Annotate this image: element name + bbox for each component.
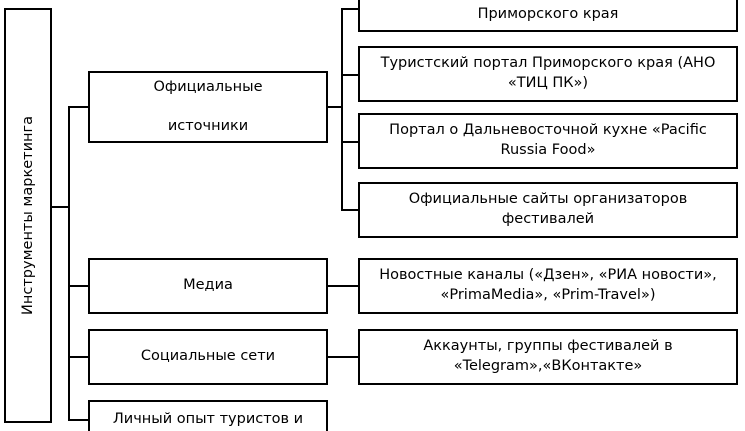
node-root-label: Инструменты маркетинга <box>19 116 36 315</box>
node-leaf-5-label: Новостные каналы («Дзен», «РИА новости», «PrimaMedia», «Prim-Travel») <box>379 267 717 303</box>
connector-leaf-4 <box>341 209 359 211</box>
connector-media-leaf <box>327 285 359 287</box>
connector-branch-official <box>68 106 90 108</box>
node-leaf-primorsky-krai <box>358 0 738 32</box>
node-category-official-line2: источники <box>167 117 249 134</box>
node-leaf-social-accounts <box>358 329 738 385</box>
node-category-media-label: Медиа <box>183 277 233 294</box>
node-leaf-tourist-portal <box>358 46 738 102</box>
node-category-social-label: Социальные сети <box>140 348 276 365</box>
connector-leaf-2 <box>341 74 359 76</box>
connector-branch-social <box>68 356 90 358</box>
node-leaf-4-label: Официальные сайты организаторов фестивалей <box>408 191 688 227</box>
node-leaf-news-channels <box>358 258 738 314</box>
node-category-personal-label: Личный опыт туристов и <box>112 411 304 428</box>
node-category-official-label <box>98 78 318 137</box>
node-leaf-6-label: Аккаунты, группы фестивалей в «Telegram»,«ВКонтакте» <box>423 338 673 374</box>
node-category-personal <box>88 400 328 431</box>
node-category-official-line1: Официальные <box>153 78 263 95</box>
connector-branch-media <box>68 285 90 287</box>
node-leaf-3-label: Портал о Дальневосточной кухне «Pacific Russia Food» <box>389 122 707 158</box>
connector-branch-personal <box>68 419 90 421</box>
node-leaf-pacific-russia-food <box>358 113 738 169</box>
node-category-official <box>88 71 328 143</box>
connector-official-vertical <box>341 8 343 210</box>
connector-trunk-vertical <box>68 106 70 420</box>
connector-leaf-3 <box>341 141 359 143</box>
node-category-social <box>88 329 328 385</box>
node-category-media <box>88 258 328 314</box>
connector-leaf-1 <box>341 8 359 10</box>
connector-social-leaf <box>327 356 359 358</box>
node-leaf-1-label: Приморского края <box>477 6 619 23</box>
node-leaf-festival-organizers <box>358 182 738 238</box>
node-root <box>4 8 52 423</box>
node-leaf-2-label: Туристский портал Приморского края (АНО «ТИЦ ПК») <box>380 55 716 91</box>
